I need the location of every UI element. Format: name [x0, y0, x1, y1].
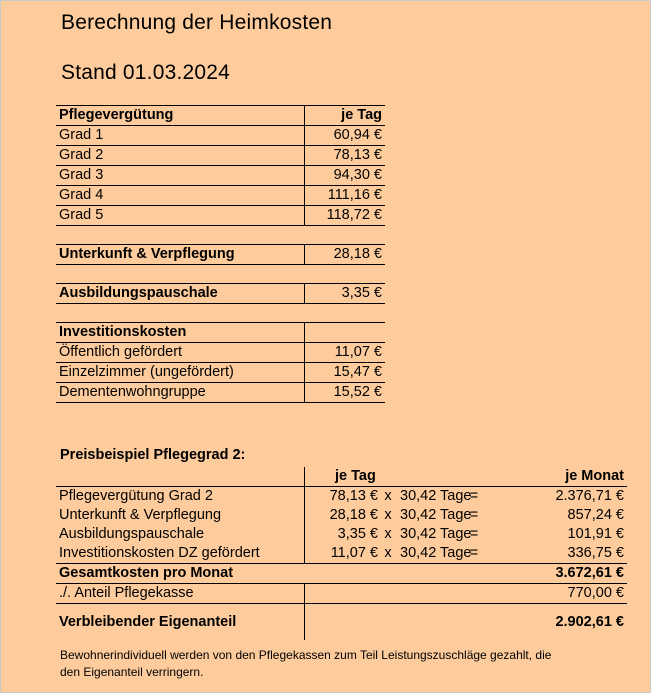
multiply-sign: x [384, 526, 392, 542]
example-col-tag: je Tag [305, 467, 522, 487]
grade-value: 118,72 € [305, 206, 386, 226]
table-row [56, 506, 627, 525]
sum-label: Gesamtkosten pro Monat [56, 564, 305, 584]
example-calc [305, 525, 522, 544]
spacer-row [56, 304, 385, 323]
grade-label: Grad 3 [56, 166, 305, 186]
example-amount: 28,18 € [329, 507, 378, 523]
tariff-header-row [56, 106, 385, 126]
invest-value: 15,47 € [305, 363, 386, 383]
example-header-empty [56, 467, 305, 487]
multiply-sign: x [384, 507, 392, 523]
table-row [56, 206, 385, 226]
invest-value: 11,07 € [305, 343, 386, 363]
example-label: Ausbildungspauschale [59, 526, 205, 542]
example-days: 30,42 Tage [400, 545, 472, 561]
table-row [56, 487, 627, 507]
kasse-label: ./. Anteil Pflegekasse [56, 584, 305, 604]
spacer-row [56, 265, 385, 284]
kasse-empty [305, 584, 522, 604]
table-row [56, 525, 627, 544]
ausbildung-row [56, 284, 385, 304]
rest-value: 2.902,61 € [555, 614, 624, 630]
table-row [56, 343, 385, 363]
grade-value: 60,94 € [305, 126, 386, 146]
example-title: Preisbeispiel Pflegegrad 2: [60, 447, 246, 463]
grade-label: Grad 4 [56, 186, 305, 206]
table-row [56, 383, 385, 403]
invest-label: Öffentlich gefördert [56, 343, 305, 363]
invest-header-empty [305, 323, 386, 343]
stand-date: Stand 01.03.2024 [61, 61, 231, 84]
sum-empty [305, 564, 522, 584]
kasse-value: 770,00 € [521, 584, 627, 604]
example-col-monat: je Monat [521, 467, 627, 487]
invest-value: 15,52 € [305, 383, 386, 403]
example-amount: 78,13 € [329, 488, 378, 504]
page-title: Berechnung der Heimkosten [61, 11, 333, 34]
example-days: 30,42 Tage [400, 488, 472, 504]
multiply-sign: x [384, 545, 392, 561]
grade-value: 94,30 € [305, 166, 386, 186]
grade-value: 78,13 € [305, 146, 386, 166]
example-total: 101,91 € [567, 526, 624, 542]
grade-label: Grad 1 [56, 126, 305, 146]
equals-sign: = [469, 526, 479, 542]
rest-label: Verbleibender Eigenanteil [59, 614, 237, 630]
example-days: 30,42 Tage [400, 507, 472, 523]
example-calc [305, 544, 522, 564]
example-total: 2.376,71 € [555, 488, 624, 504]
sum-value: 3.672,61 € [521, 564, 627, 584]
example-amount: 3,35 € [337, 526, 378, 542]
example-total: 857,24 € [567, 507, 624, 523]
sum-row [56, 564, 627, 584]
tariff-table [56, 105, 385, 403]
example-header-row [56, 467, 627, 487]
invest-header-label: Investitionskosten [56, 323, 305, 343]
grade-label: Grad 2 [56, 146, 305, 166]
invest-header-row [56, 323, 385, 343]
example-calc [305, 487, 522, 507]
unterkunft-row [56, 245, 385, 265]
equals-sign: = [469, 488, 479, 504]
rest-empty [305, 604, 522, 641]
equals-sign: = [469, 507, 479, 523]
example-label: Investitionskosten DZ gefördert [56, 544, 305, 564]
tariff-header-col: je Tag [305, 106, 386, 126]
grade-value: 111,16 € [305, 186, 386, 206]
example-days: 30,42 Tage [400, 526, 472, 542]
unterkunft-label: Unterkunft & Verpflegung [56, 245, 305, 265]
example-calc [305, 506, 522, 525]
unterkunft-value: 28,18 € [305, 245, 386, 265]
kasse-row [56, 584, 627, 604]
example-amount: 11,07 € [330, 545, 378, 561]
example-table [56, 467, 627, 640]
table-row [56, 544, 627, 564]
table-row [56, 363, 385, 383]
ausbildung-label: Ausbildungspauschale [56, 284, 305, 304]
table-row [56, 166, 385, 186]
example-label: Pflegevergütung Grad 2 [59, 488, 213, 504]
grade-label: Grad 5 [56, 206, 305, 226]
tariff-header-label: Pflegevergütung [56, 106, 305, 126]
table-row [56, 126, 385, 146]
ausbildung-value: 3,35 € [305, 284, 386, 304]
multiply-sign: x [384, 488, 392, 504]
example-label: Unterkunft & Verpflegung [59, 507, 222, 523]
equals-sign: = [469, 545, 479, 561]
spacer-row [56, 226, 385, 245]
rest-row [56, 604, 627, 641]
table-row [56, 146, 385, 166]
example-total: 336,75 € [521, 544, 627, 564]
invest-label: Einzelzimmer (ungefördert) [56, 363, 305, 383]
footnote: Bewohnerindividuell werden von den Pflegekassen zum Teil Leistungszuschläge gezahlt, die den Eigenanteil verringern. [60, 648, 552, 679]
table-row [56, 186, 385, 206]
invest-label: Dementenwohngruppe [56, 383, 305, 403]
